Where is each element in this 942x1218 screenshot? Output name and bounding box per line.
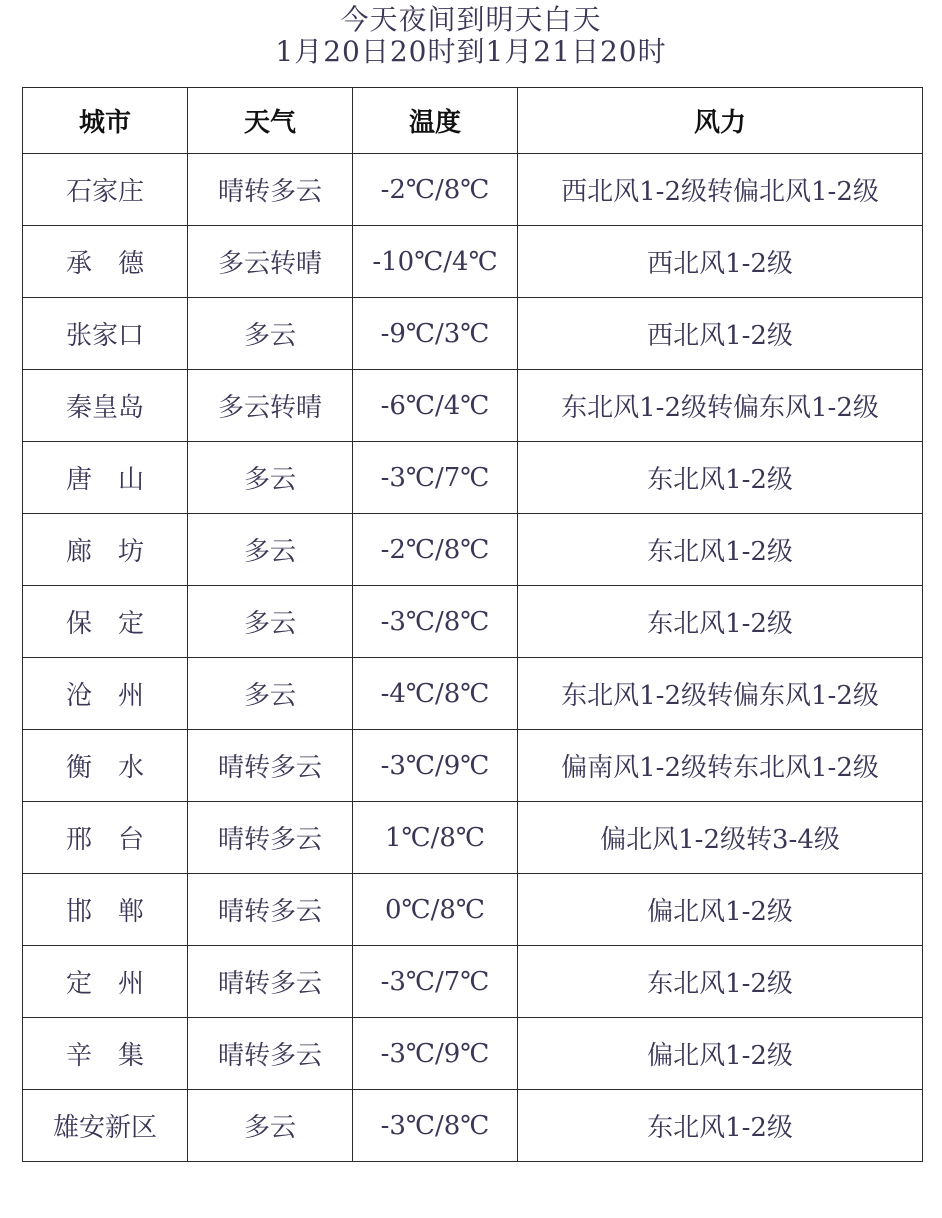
- wind-cell: 偏北风1-2级: [518, 874, 923, 946]
- wind-cell: 东北风1-2级: [518, 1090, 923, 1162]
- table-row: [23, 1018, 923, 1090]
- city-cell: 唐 山: [23, 442, 188, 514]
- weather-cell: 晴转多云: [188, 874, 353, 946]
- wind-cell: 偏北风1-2级: [518, 1018, 923, 1090]
- table-row: [23, 874, 923, 946]
- forecast-title: [0, 4, 942, 68]
- weather-cell: 晴转多云: [188, 946, 353, 1018]
- city-cell: 辛 集: [23, 1018, 188, 1090]
- weather-cell: 多云: [188, 1090, 353, 1162]
- table-row: [23, 946, 923, 1018]
- header-row: [23, 88, 923, 154]
- table-row: [23, 802, 923, 874]
- table-row: [23, 586, 923, 658]
- wind-cell: 东北风1-2级转偏东风1-2级: [518, 658, 923, 730]
- table-row: [23, 442, 923, 514]
- header-wind: 风力: [518, 88, 923, 154]
- city-cell: 邯 郸: [23, 874, 188, 946]
- header-city: 城市: [23, 88, 188, 154]
- temperature-cell: -3℃/9℃: [353, 730, 518, 802]
- temperature-cell: -3℃/7℃: [353, 442, 518, 514]
- wind-cell: 西北风1-2级转偏北风1-2级: [518, 154, 923, 226]
- city-cell: 张家口: [23, 298, 188, 370]
- header-temperature: 温度: [353, 88, 518, 154]
- weather-cell: 多云: [188, 442, 353, 514]
- temperature-cell: -2℃/8℃: [353, 514, 518, 586]
- city-cell: 衡 水: [23, 730, 188, 802]
- table-row: [23, 730, 923, 802]
- table-row: [23, 1090, 923, 1162]
- city-cell: 保 定: [23, 586, 188, 658]
- weather-cell: 多云: [188, 586, 353, 658]
- weather-cell: 多云: [188, 514, 353, 586]
- table-row: [23, 154, 923, 226]
- wind-cell: 东北风1-2级: [518, 442, 923, 514]
- city-cell: 雄安新区: [23, 1090, 188, 1162]
- wind-cell: 西北风1-2级: [518, 226, 923, 298]
- table-row: [23, 658, 923, 730]
- weather-cell: 晴转多云: [188, 730, 353, 802]
- temperature-cell: 0℃/8℃: [353, 874, 518, 946]
- weather-cell: 晴转多云: [188, 1018, 353, 1090]
- header-weather: 天气: [188, 88, 353, 154]
- city-cell: 承 德: [23, 226, 188, 298]
- wind-cell: 东北风1-2级转偏东风1-2级: [518, 370, 923, 442]
- weather-cell: 晴转多云: [188, 802, 353, 874]
- temperature-cell: 1℃/8℃: [353, 802, 518, 874]
- weather-cell: 多云转晴: [188, 226, 353, 298]
- temperature-cell: -10℃/4℃: [353, 226, 518, 298]
- table-row: [23, 298, 923, 370]
- city-cell: 邢 台: [23, 802, 188, 874]
- wind-cell: 东北风1-2级: [518, 586, 923, 658]
- city-cell: 沧 州: [23, 658, 188, 730]
- wind-cell: 东北风1-2级: [518, 946, 923, 1018]
- temperature-cell: -2℃/8℃: [353, 154, 518, 226]
- forecast-title-line2: 1月20日20时到1月21日20时: [275, 35, 667, 68]
- table-row: [23, 370, 923, 442]
- weather-table-header: [23, 88, 923, 154]
- temperature-cell: -3℃/8℃: [353, 586, 518, 658]
- temperature-cell: -6℃/4℃: [353, 370, 518, 442]
- weather-cell: 多云转晴: [188, 370, 353, 442]
- city-cell: 秦皇岛: [23, 370, 188, 442]
- city-cell: 廊 坊: [23, 514, 188, 586]
- temperature-cell: -9℃/3℃: [353, 298, 518, 370]
- wind-cell: 东北风1-2级: [518, 514, 923, 586]
- wind-cell: 偏南风1-2级转东北风1-2级: [518, 730, 923, 802]
- table-row: [23, 514, 923, 586]
- weather-cell: 晴转多云: [188, 154, 353, 226]
- city-cell: 定 州: [23, 946, 188, 1018]
- wind-cell: 偏北风1-2级转3-4级: [518, 802, 923, 874]
- temperature-cell: -3℃/7℃: [353, 946, 518, 1018]
- table-row: [23, 226, 923, 298]
- weather-cell: 多云: [188, 658, 353, 730]
- city-cell: 石家庄: [23, 154, 188, 226]
- weather-cell: 多云: [188, 298, 353, 370]
- temperature-cell: -3℃/8℃: [353, 1090, 518, 1162]
- weather-table: [22, 87, 923, 1162]
- forecast-title-line1: 今天夜间到明天白天: [340, 3, 602, 36]
- weather-table-body: [23, 154, 923, 1162]
- temperature-cell: -3℃/9℃: [353, 1018, 518, 1090]
- temperature-cell: -4℃/8℃: [353, 658, 518, 730]
- wind-cell: 西北风1-2级: [518, 298, 923, 370]
